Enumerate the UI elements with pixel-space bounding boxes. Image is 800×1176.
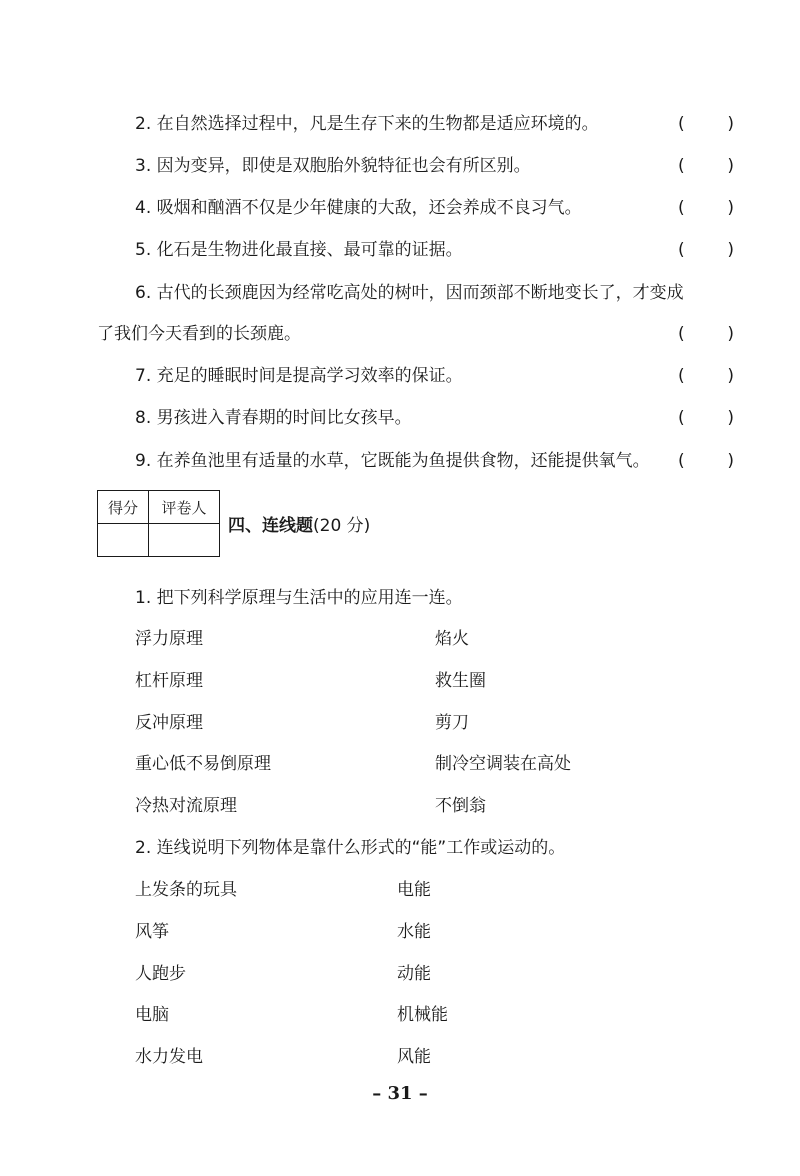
q2-right-item[interactable]: 风能 bbox=[397, 1047, 431, 1067]
judgment-q4: 4. 吸烟和酗酒不仅是少年健康的大敌，还会养成不良习气。 bbox=[135, 198, 582, 218]
answer-paren-q2: ( ) bbox=[678, 114, 734, 134]
score-label: 得分 bbox=[98, 491, 149, 524]
judgment-q9: 9. 在养鱼池里有适量的水草，它既能为鱼提供食物，还能提供氧气。 bbox=[135, 451, 650, 471]
section-points: (20 分) bbox=[313, 516, 371, 536]
q2-left-item[interactable]: 水力发电 bbox=[135, 1047, 203, 1067]
q2-right-item[interactable]: 动能 bbox=[397, 964, 431, 984]
judgment-q8: 8. 男孩进入青春期的时间比女孩早。 bbox=[135, 408, 412, 428]
matching-q2-prompt: 2. 连线说明下列物体是靠什么形式的“能”工作或运动的。 bbox=[135, 838, 566, 858]
q1-right-item[interactable]: 焰火 bbox=[435, 629, 469, 649]
answer-paren-q3: ( ) bbox=[678, 156, 734, 176]
q1-left-item[interactable]: 杠杆原理 bbox=[135, 671, 203, 691]
q1-right-item[interactable]: 剪刀 bbox=[435, 713, 469, 733]
judgment-q7: 7. 充足的睡眠时间是提高学习效率的保证。 bbox=[135, 366, 463, 386]
q1-left-item[interactable]: 冷热对流原理 bbox=[135, 796, 237, 816]
reviewer-label: 评卷人 bbox=[149, 491, 220, 524]
answer-paren-q4: ( ) bbox=[678, 198, 734, 218]
judgment-q6-continued: 了我们今天看到的长颈鹿。 bbox=[97, 324, 301, 344]
q2-right-item[interactable]: 水能 bbox=[397, 922, 431, 942]
q1-left-item[interactable]: 反冲原理 bbox=[135, 713, 203, 733]
q1-left-item[interactable]: 重心低不易倒原理 bbox=[135, 754, 271, 774]
section-title bbox=[228, 514, 370, 538]
score-table bbox=[97, 490, 220, 557]
judgment-q5: 5. 化石是生物进化最直接、最可靠的证据。 bbox=[135, 240, 463, 260]
answer-paren-q6: ( ) bbox=[678, 324, 734, 344]
answer-paren-q8: ( ) bbox=[678, 408, 734, 428]
q2-left-item[interactable]: 电脑 bbox=[135, 1005, 169, 1025]
q1-right-item[interactable]: 救生圈 bbox=[435, 671, 486, 691]
section-heading: 四、连线题 bbox=[228, 516, 313, 536]
judgment-q2: 2. 在自然选择过程中，凡是生存下来的生物都是适应环境的。 bbox=[135, 114, 599, 134]
judgment-q3: 3. 因为变异，即使是双胞胎外貌特征也会有所区别。 bbox=[135, 156, 531, 176]
q1-right-item[interactable]: 不倒翁 bbox=[435, 796, 486, 816]
q1-right-item[interactable]: 制冷空调装在高处 bbox=[435, 754, 571, 774]
q2-left-item[interactable]: 人跑步 bbox=[135, 964, 186, 984]
answer-paren-q9: ( ) bbox=[678, 451, 734, 471]
page-number: – 31 – bbox=[372, 1083, 428, 1104]
answer-paren-q5: ( ) bbox=[678, 240, 734, 260]
score-cell[interactable] bbox=[98, 524, 149, 557]
judgment-q6: 6. 古代的长颈鹿因为经常吃高处的树叶，因而颈部不断地变长了，才变成 bbox=[135, 283, 684, 303]
answer-paren-q7: ( ) bbox=[678, 366, 734, 386]
q2-left-item[interactable]: 上发条的玩具 bbox=[135, 880, 237, 900]
matching-q1-prompt: 1. 把下列科学原理与生活中的应用连一连。 bbox=[135, 588, 463, 608]
q2-right-item[interactable]: 电能 bbox=[397, 880, 431, 900]
q1-left-item[interactable]: 浮力原理 bbox=[135, 629, 203, 649]
q2-right-item[interactable]: 机械能 bbox=[397, 1005, 448, 1025]
reviewer-cell[interactable] bbox=[149, 524, 220, 557]
q2-left-item[interactable]: 风筝 bbox=[135, 922, 169, 942]
